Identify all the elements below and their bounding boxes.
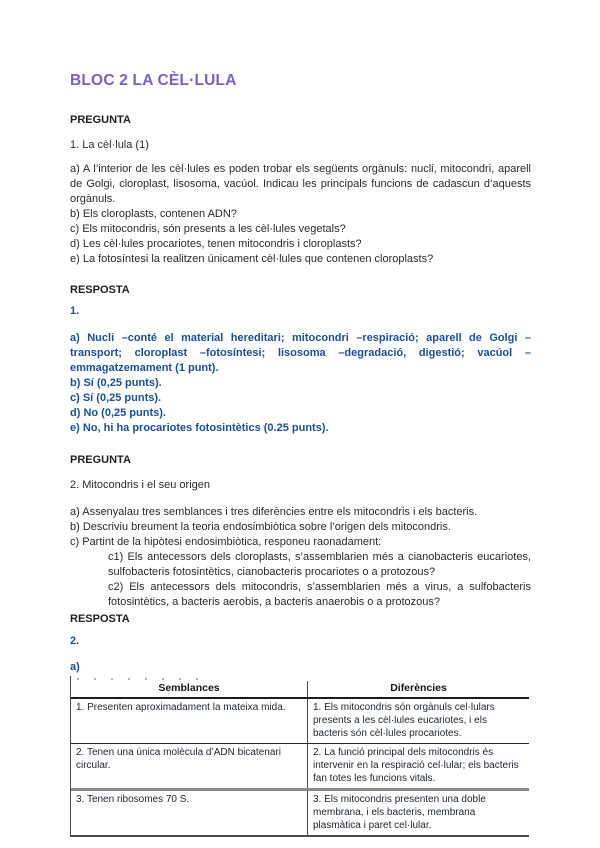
answer-1-heading: RESPOSTA	[70, 284, 130, 296]
question-1-intro: a) A l’interior de les cèl·lules es poden trobar els següents orgànuls: nucli, mitocondri, aparell de Golgi, cloroplast, lisosoma, vacúol. Indicau les principals funcions de cadascun d’aquests orgànuls.	[70, 163, 531, 205]
table-header-semblances: Semblances	[71, 681, 308, 698]
comparison-table	[71, 681, 529, 837]
question-2-subitem-c2: c2) Els antecessors dels mitocondris, s’assemblarien més a virus, a sulfobacteris fotosintètics, a bacteris aerobis, a bacteris anaerobis o a protozous?	[108, 581, 531, 608]
question-2-items	[70, 505, 531, 550]
table-cell-semblanca-3: 3. Tenen ribosomes 70 S.	[71, 790, 308, 837]
clipped-text-artifact	[71, 676, 530, 681]
table-header-diferencies: Diferències	[308, 681, 530, 698]
question-1-item-b: b) Els cloroplasts, contenen ADN?	[70, 208, 237, 220]
answer-2-heading: RESPOSTA	[70, 613, 130, 625]
answer-2-number: 2.	[70, 635, 80, 647]
answer-1-number: 1.	[70, 305, 80, 317]
question-2-heading: PREGUNTA	[70, 454, 131, 466]
question-2-item-c: c) Partint de la hipòtesi endosimbiòtica, responeu raonadament:	[70, 536, 382, 548]
answer-1-items	[70, 376, 531, 436]
table-cell-diferencia-2: 2. La funció principal dels mitocondris és intervenir en la respiració cel·lular; els bacteris fan totes les funcions vitals.	[308, 744, 530, 790]
answer-1-paragraph-a: a) Nucli –conté el material hereditari; mitocondri –respiració; aparell de Golgi –transport; cloroplast –fotosíntesi; lisosoma –degradació, digestió; vacúol –emmagatzemament (1 punt).	[70, 332, 531, 374]
table-cell-diferencia-1: 1. Els mitocondris són orgànuls cel·lulars presents a les cèl·lules eucariotes, i els bacteris són cèl·lules procariotes.	[308, 698, 530, 744]
table-row	[71, 790, 529, 837]
table-header-row	[71, 681, 529, 698]
table-cell-diferencia-3: 3. Els mitocondris presenten una doble membrana, i els bacteris, membrana plasmàtica i paret cel·lular.	[308, 790, 530, 837]
question-1-item-c: c) Els mitocondris, són presents a les cèl·lules vegetals?	[70, 223, 346, 235]
answer-1-item-c: c) Sí (0,25 punts).	[70, 392, 162, 404]
table-cell-semblanca-1: 1. Presenten aproximadament la mateixa mida.	[71, 698, 308, 744]
question-2-item-b: b) Descriviu breument la teoria endosimbiòtica sobre l’origen dels mitocondris.	[70, 521, 451, 533]
answer-2-part-label: a)	[70, 661, 80, 673]
question-1-heading: PREGUNTA	[70, 114, 131, 126]
comparison-table-image	[70, 676, 530, 837]
question-2-subitem-c1: c1) Els antecessors dels cloroplasts, s’assemblarien més a cianobacteris eucariotes, sulfobacteris fotosintètics, cianobacteris procariotes o a protozous?	[108, 551, 531, 578]
answer-1-item-e: e) No, hi ha procariotes fotosintètics (0.25 punts).	[70, 422, 329, 434]
table-row	[71, 744, 529, 790]
answer-1-item-b: b) Sí (0,25 punts).	[70, 377, 162, 389]
question-2-title: 2. Mitocondris i el seu origen	[70, 479, 211, 491]
question-1-items	[70, 207, 531, 267]
question-1-item-e: e) La fotosíntesi la realitzen únicament cèl·lules que contenen cloroplasts?	[70, 253, 434, 265]
page-title: BLOC 2 LA CÈL·LULA	[70, 72, 237, 89]
question-2-item-a: a) Assenyalau tres semblances i tres diferències entre els mitocondris i els bacteris.	[70, 506, 478, 518]
question-1-title: 1. La cèl·lula (1)	[70, 139, 149, 151]
question-1-item-d: d) Les cèl·lules procariotes, tenen mitocondris i cloroplasts?	[70, 238, 362, 250]
table-row	[71, 698, 529, 744]
table-cell-semblanca-2: 2. Tenen una única molècula d’ADN bicatenari circular.	[71, 744, 308, 790]
answer-1-item-d: d) No (0,25 punts).	[70, 407, 166, 419]
